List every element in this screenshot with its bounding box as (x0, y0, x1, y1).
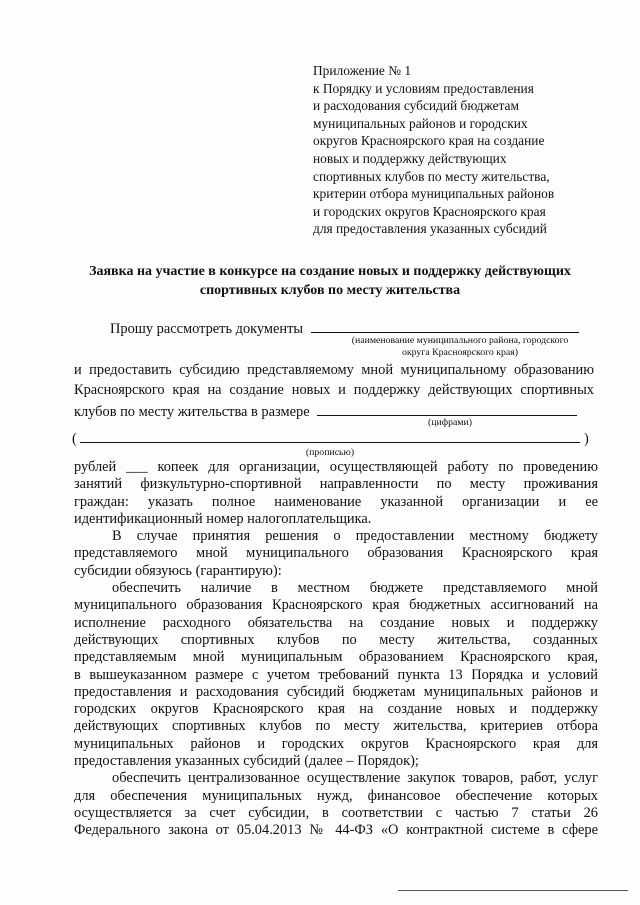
body-line: В случае принятия решения о предоставлении местному бюджету (112, 528, 598, 545)
words-note: (прописью) (305, 447, 355, 458)
appendix-line: спортивных клубов по месту жительства, (313, 168, 550, 184)
body-line: обеспечить наличие в местном бюджете представляемого мной (112, 580, 598, 597)
body-line: муниципального образования Красноярского края бюджетных ассигнований на (74, 597, 598, 614)
body-line: осуществляется за счет субсидии, в соответствии с частью 7 статьи 26 (74, 804, 598, 821)
body-line: представляемым мной муниципальным образованием Красноярского края, (74, 649, 598, 666)
paren-close: ) (584, 431, 589, 447)
body-line: занятий физкультурно-спортивной направленности по месту проживания (74, 476, 598, 493)
body-text (74, 459, 598, 840)
subsidy-line-3 (74, 401, 594, 421)
body-line: муниципальных районов и городских округов Красноярского края для (74, 735, 598, 752)
title-line: Заявка на участие в конкурсе на создание новых и поддержку действующих (89, 264, 571, 279)
body-line: действующих спортивных клубов по месту жительства, критериев отбора (74, 718, 598, 735)
municipality-note (330, 335, 590, 359)
body-line: действующих спортивных клубов по месту жительства, созданных (74, 631, 598, 648)
appendix-line: новых и поддержку действующих (313, 150, 507, 166)
body-line: предоставления указанных субсидий (далее – Порядок); (74, 753, 419, 770)
body-line: предоставления и расходования субсидий бюджетам муниципальных районов и (74, 683, 598, 700)
appendix-line: и расходования субсидий бюджетам (313, 98, 519, 114)
amount-words-line (72, 428, 592, 448)
body-line: субсидии обязуюсь (гарантирую): (74, 562, 282, 579)
digits-note: (цифрами) (427, 417, 473, 428)
body-line: обеспечить централизованное осуществление закупок товаров, работ, услуг (112, 770, 598, 787)
appendix-line: округов Красноярского края на создание (313, 133, 545, 149)
scan-edge-line (398, 890, 628, 891)
subsidy-line-1: и предоставить субсидию представляемому мной муниципальному образованию (74, 362, 594, 378)
appendix-line: и городских округов Красноярского края (313, 203, 546, 219)
body-line: граждан: указать полное наименование указанной организации и ее (74, 493, 598, 510)
body-line: Федерального закона от 05.04.2013 № 44-ФЗ «О контрактной системе в сфере (74, 822, 598, 839)
amount-digits-blank[interactable] (317, 401, 577, 416)
appendix-header (313, 62, 583, 238)
note-line: округа Красноярского края) (401, 347, 519, 358)
title-line: спортивных клубов по месту жительства (199, 283, 461, 298)
body-line: в вышеуказанном размере с учетом требований пункта 13 Порядка и условий (74, 666, 598, 683)
body-line: исполнение расходного обязательства на создание новых и поддержку (74, 614, 598, 631)
body-line: идентификационный номер налогоплательщика. (74, 510, 372, 527)
appendix-line: критерии отбора муниципальных районов (313, 186, 555, 202)
request-text: Прошу рассмотреть документы (110, 321, 304, 337)
subsidy-line-2: Красноярского края на создание новых и поддержку действующих спортивных (74, 382, 594, 398)
appendix-line: муниципальных районов и городских (313, 115, 528, 131)
body-line: для обеспечения муниципальных нужд, финансовое обеспечение которых (74, 787, 598, 804)
appendix-line: для предоставления указанных субсидий (313, 221, 547, 237)
appendix-line: к Порядку и условиям предоставления (313, 80, 534, 96)
body-line: рублей ___ копеек для организации, осуществляющей работу по проведению (74, 459, 598, 475)
body-line: представляемого мной муниципального образования Красноярского края (74, 545, 598, 562)
municipality-blank[interactable] (311, 318, 579, 333)
paren-open: ( (72, 431, 77, 447)
document-title (60, 262, 600, 300)
appendix-line: Приложение № 1 (313, 63, 412, 78)
amount-words-blank[interactable] (80, 428, 580, 443)
body-line: городских округов Красноярского края на создание новых и поддержку (74, 701, 598, 718)
note-line: (наименование муниципального района, городского (351, 335, 569, 346)
subsidy-text: клубов по месту жительства в размере (74, 404, 310, 420)
